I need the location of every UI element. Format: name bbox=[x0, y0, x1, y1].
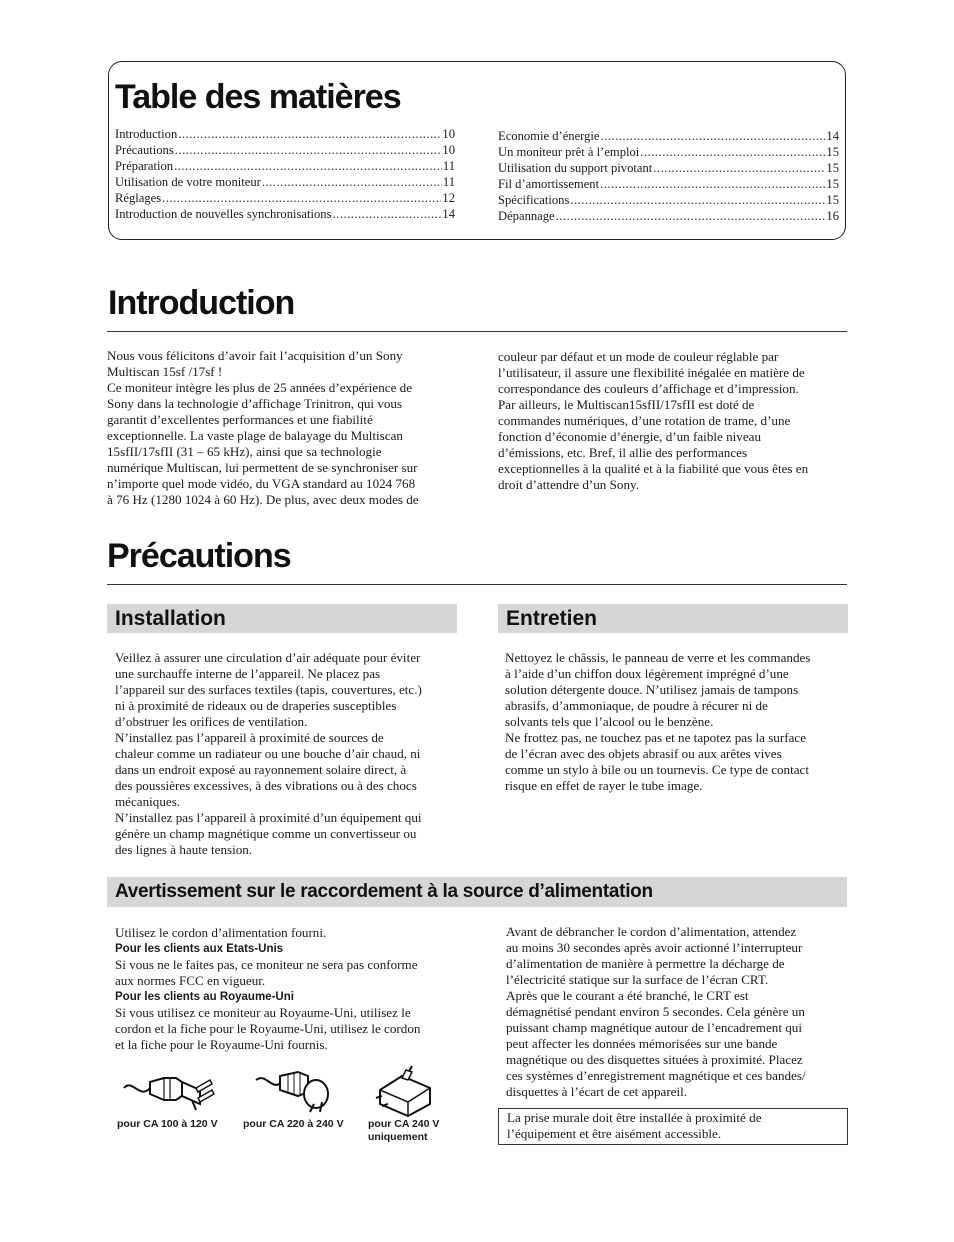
us-plug-icon bbox=[120, 1066, 220, 1114]
plug-caption-uk: pour CA 240 V uniquement bbox=[368, 1118, 440, 1143]
uk-plug-icon bbox=[372, 1064, 438, 1118]
intro-rule bbox=[107, 331, 847, 332]
plug-caption-eu: pour CA 220 à 240 V bbox=[243, 1118, 344, 1130]
toc-title: Table des matières bbox=[115, 78, 401, 116]
installation-heading: Installation bbox=[107, 604, 457, 633]
installation-text: Veillez à assurer une circulation d’air adéquate pour éviter une surchauffe interne de l’appareil. Ne placez pas l’appareil sur des surfaces textiles (tapis, couvertures, etc.) ni à proximité de rideaux ou de draperies susceptibles d’obstruer les orifices de ventilation. N’installez pas l’appareil à proximité de sources de chaleur comme un radiateur ou une bouche d’air chaud, ni dans un endroit exposé au rayonnement solaire direct, à des poussières excessives, à des vibrations ou à des chocs mécaniques. N’installez pas l’appareil à proximité d’un équipement qui génère un champ magnétique comme un convertisseur ou des lignes à haute tension. bbox=[115, 650, 422, 857]
intro-title: Introduction bbox=[108, 284, 295, 322]
precautions-rule bbox=[107, 584, 847, 585]
intro-left-text: Nous vous félicitons d’avoir fait l’acquisition d’un Sony Multiscan 15sf /17sf ! Ce moniteur intègre les plus de 25 années d’expérience de Sony dans la technologie d’affichage Trinitron, qui vous garantit d’excellentes performances et une fiabilité exceptionnelle. La vaste plage de balayage du Multiscan 15sfII/17sfII (31 – 65 kHz), ainsi que sa technologie numérique Multiscan, lui permettent de se synchroniser sur n’importe quel mode vidéo, du VGA standard au 1024 768 à 76 Hz (1280 1024 à 60 Hz). De plus, avec deux modes de bbox=[107, 348, 419, 507]
toc-entry[interactable]: Dépannage ..... 16 bbox=[498, 208, 839, 224]
toc-entry[interactable]: Réglages ..... 12 bbox=[115, 190, 455, 206]
toc-entry[interactable]: Précautions ..... 10 bbox=[115, 142, 455, 158]
toc-entry[interactable]: Introduction ..... 10 bbox=[115, 126, 455, 142]
precautions-title: Précautions bbox=[107, 537, 291, 575]
wall-outlet-note: La prise murale doit être installée à proximité de l’équipement et être aisément accessible. bbox=[498, 1108, 848, 1145]
toc-entry[interactable]: Fil d’amortissement ..... 15 bbox=[498, 176, 839, 192]
toc-entry[interactable]: Un moniteur prêt à l’emploi ..... 15 bbox=[498, 144, 839, 160]
toc-entry[interactable]: Utilisation de votre moniteur ..... 11 bbox=[115, 174, 455, 190]
toc-left-column bbox=[115, 126, 455, 222]
power-warning-heading: Avertissement sur le raccordement à la source d’alimentation bbox=[107, 877, 847, 907]
toc-right-column bbox=[498, 128, 839, 224]
power-right-text: Avant de débrancher le cordon d’alimentation, attendez au moins 30 secondes après avoir actionné l’interrupteur d’alimentation de manière à permettre la décharge de l’électricité statique sur la surface de l’écran CRT. Après que le courant a été branché, le CRT est démagnétisé pendant environ 5 secondes. Cela génère un puissant champ magnétique autour de l’encadrement qui peut affecter les données mémorisées sur une bande magnétique ou des disquettes situées à proximité. Placez ces systèmes d’enregistrement magnétique et ces bandes/ disquettes à l’écart de cet appareil. bbox=[506, 924, 806, 1099]
toc-entry[interactable]: Spécifications ..... 15 bbox=[498, 192, 839, 208]
toc-entry[interactable]: Préparation ..... 11 bbox=[115, 158, 455, 174]
entretien-heading: Entretien bbox=[498, 604, 848, 633]
toc-entry[interactable]: Utilisation du support pivotant ..... 15 bbox=[498, 160, 839, 176]
power-left-text: Utilisez le cordon d’alimentation fourni. Pour les clients aux Etats-Unis Si vous ne le faites pas, ce moniteur ne sera pas conforme aux normes FCC en vigueur. Pour les clients au Royaume-Uni Si vous utilisez ce moniteur au Royaume-Uni, utilisez le cordon et la fiche pour le Royaume-Uni, utilisez le cordon et la fiche pour le Royaume-Uni fournis. bbox=[115, 925, 421, 1052]
plug-caption-us: pour CA 100 à 120 V bbox=[117, 1118, 218, 1130]
entretien-text: Nettoyez le châssis, le panneau de verre et les commandes à l’aide d’un chiffon doux légèrement imprégné d’une solution détergente douce. N’utilisez jamais de tampons abrasifs, d’ammoniaque, de poudre à récurer ni de solvants tels que l’alcool ou le benzène. Ne frottez pas, ne touchez pas et ne tapotez pas la surface de l’écran avec des objets abrasif ou aux arêtes vives comme un stylo à bile ou un tournevis. Ce type de contact risque en effet de rayer le tube image. bbox=[505, 650, 811, 793]
eu-plug-icon bbox=[252, 1066, 342, 1114]
intro-right-text: couleur par défaut et un mode de couleur réglable par l’utilisateur, il assure une flexibilité inégalée en matière de correspondance des couleurs d’affichage et d’impression. Par ailleurs, le Multiscan15sfII/17sfII est doté de commandes numériques, d’une rotation de trame, d’une fonction d’économie d’énergie, d’un faible niveau d’émissions, etc. Bref, il allie des performances exceptionnelles à la qualité et à la fiabilité que vous êtes en droit d’attendre d’un Sony. bbox=[498, 349, 809, 492]
toc-entry[interactable]: Economie d’énergie ..... 14 bbox=[498, 128, 839, 144]
toc-entry[interactable]: Introduction de nouvelles synchronisations ..... 14 bbox=[115, 206, 455, 222]
